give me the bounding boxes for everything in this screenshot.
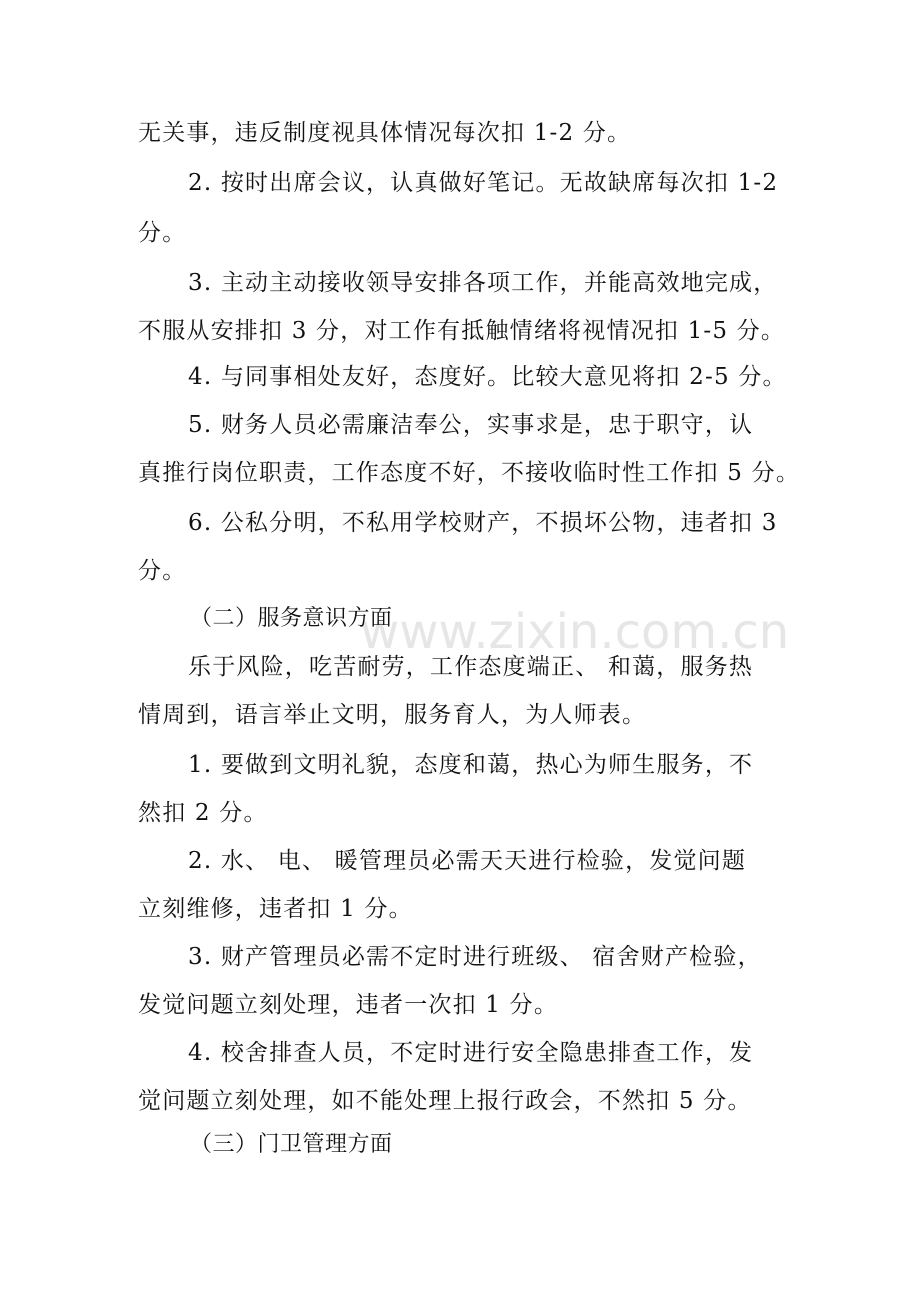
text-line: 发觉问题立刻处理，违者一次扣 1 分。 [138, 992, 559, 1018]
section-heading: （三）门卫管理方面 [190, 1132, 393, 1157]
text-line: 1. 要做到文明礼貌，态度和蔼，热心为师生服务，不 [188, 752, 754, 778]
text-line: 4. 校舍排查人员，不定时进行安全隐患排查工作，发 [188, 1040, 754, 1066]
text-line: 分。 [138, 558, 187, 584]
watermark: www.zixin.com.cn [360, 604, 790, 660]
section-heading: （二）服务意识方面 [190, 606, 393, 631]
text-line: 情周到，语言举止文明，服务育人，为人师表。 [138, 702, 647, 728]
text-line: 4. 与同事相处友好，态度好。比较大意见将扣 2-5 分。 [188, 364, 787, 390]
text-line: 2. 水、 电、 暖管理员必需天天进行检验，发觉问题 [188, 848, 747, 874]
text-line: 3. 财产管理员必需不定时进行班级、 宿舍财产检验， [188, 944, 762, 970]
text-line: 5. 财务人员必需廉洁奉公，实事求是，忠于职守，认 [188, 412, 754, 438]
text-line: 无关事，违反制度视具体情况每次扣 1-2 分。 [138, 120, 632, 146]
text-line: 乐于风险，吃苦耐劳，工作态度端正、 和蔼，服务热 [188, 654, 754, 680]
text-line: 分。 [138, 220, 187, 246]
text-line: 6. 公私分明，不私用学校财产，不损坏公物，违者扣 3 [188, 510, 778, 536]
text-line: 觉问题立刻处理，如不能处理上报行政会，不然扣 5 分。 [138, 1088, 752, 1114]
text-line: 然扣 2 分。 [138, 800, 268, 826]
text-line: 立刻维修，违者扣 1 分。 [138, 896, 413, 922]
text-line: 真推行岗位职责，工作态度不好，不接收临时性工作扣 5 分。 [138, 460, 801, 486]
text-line: 不服从安排扣 3 分，对工作有抵触情绪将视情况扣 1-5 分。 [138, 318, 786, 344]
text-line: 3. 主动主动接收领导安排各项工作，并能高效地完成， [188, 270, 778, 296]
text-line: 2. 按时出席会议，认真做好笔记。无故缺席每次扣 1-2 [188, 170, 779, 196]
